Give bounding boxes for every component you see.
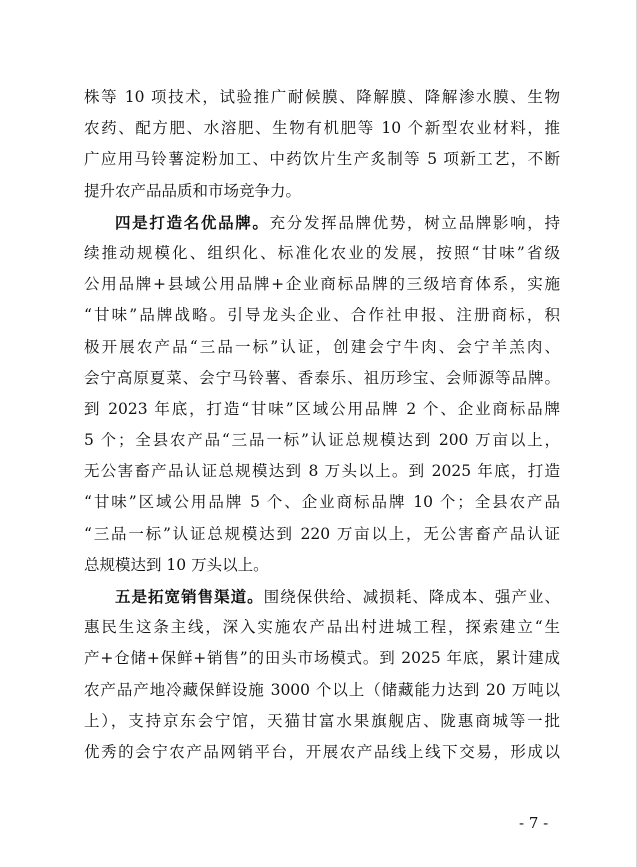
text-line (84, 581, 560, 612)
text-line (84, 207, 560, 238)
text-line: 惠民生这条主线，深入实施农产品出村进城工程，探索建立“生 (84, 618, 560, 637)
text-line: 无公害畜产品认证总规模达到 8 万头以上。到 2025 年底，打造 (84, 462, 560, 481)
section-heading: 五是拓宽销售渠道。 (115, 587, 264, 606)
text-fragment: 充分发挥品牌优势，树立品牌影响，持 (269, 213, 560, 232)
paragraph-brand (84, 207, 560, 581)
text-line: 产+仓储+保鲜+销售”的田头市场模式。到 2025 年底，累计建成 (84, 649, 560, 668)
section-heading: 四是打造名优品牌。 (115, 212, 270, 232)
text-line: “甘味”品牌战略。引导龙头企业、合作社申报、注册商标，积 (84, 306, 560, 325)
text-line: 农产品产地冷藏保鲜设施 3000 个以上（储藏能力达到 20 万吨以 (84, 680, 560, 699)
text-line: 株等 10 项技术，试验推广耐候膜、降解膜、降解渗水膜、生物 (84, 88, 560, 106)
text-line: 到 2023 年底，打造“甘味”区域公用品牌 2 个、企业商标品牌 (84, 399, 560, 418)
text-line: 广应用马铃薯淀粉加工、中药饮片生产炙制等 5 项新工艺，不断 (84, 150, 560, 169)
paragraph-technology (84, 82, 560, 207)
paragraph-sales (84, 581, 560, 768)
text-line: “甘味”区域公用品牌 5 个、企业商标品牌 10 个；全县农产品 (84, 493, 560, 512)
document-body (84, 82, 560, 768)
text-line: 上），支持京东会宁馆，天猫甘富水果旗舰店、陇惠商城等一批 (84, 711, 560, 730)
text-line: 优秀的会宁农产品网销平台，开展农产品线上线下交易，形成以 (84, 742, 560, 761)
text-line: 极开展农产品“三品一标”认证，创建会宁牛肉、会宁羊羔肉、 (84, 337, 560, 356)
text-line: 5 个；全县农产品“三品一标”认证总规模达到 200 万亩以上， (84, 431, 560, 450)
text-line: 会宁高原夏菜、会宁马铃薯、香泰乐、祖历珍宝、会师源等品牌。 (84, 368, 560, 387)
text-line: 农药、配方肥、水溶肥、生物有机肥等 10 个新型农业材料，推 (84, 119, 560, 138)
text-line: 提升农产品品质和市场竞争力。 (84, 181, 302, 200)
text-line: 续推动规模化、组织化、标准化农业的发展，按照“甘味”省级 (84, 243, 560, 262)
text-line: 总规模达到 10 万头以上。 (84, 555, 269, 574)
page-number: - 7 - (519, 814, 549, 832)
text-line: 公用品牌+县域公用品牌+企业商标品牌的三级培育体系，实施 (84, 275, 560, 294)
text-line: “三品一标”认证总规模达到 220 万亩以上，无公害畜产品认证 (84, 524, 560, 543)
text-fragment: 围绕保供给、减损耗、降成本、强产业、 (263, 588, 560, 606)
